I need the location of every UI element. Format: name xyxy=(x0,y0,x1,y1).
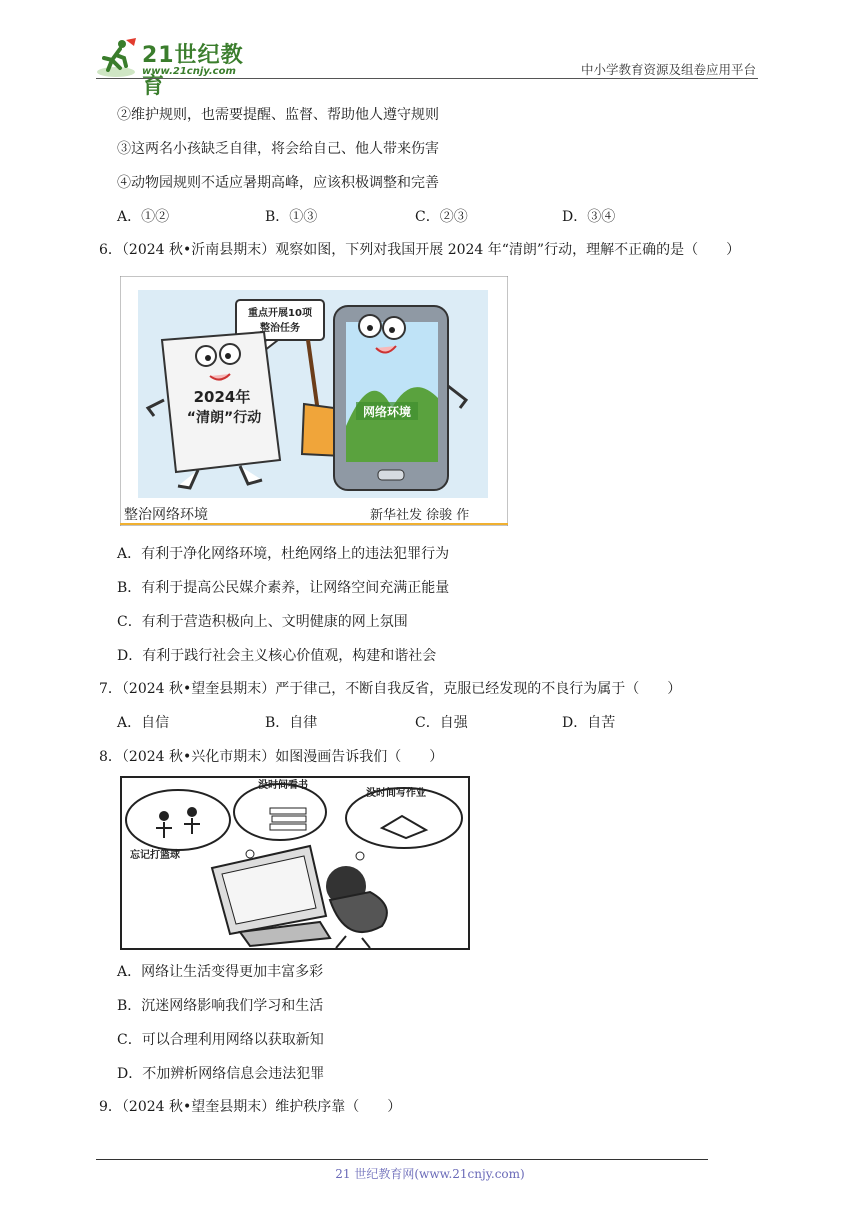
q6-option-b[interactable]: B．有利于提高公民媒介素养，让网络空间充满正能量 xyxy=(117,580,450,596)
platform-name: 中小学教育资源及组卷应用平台 xyxy=(580,62,756,77)
cleanup-cartoon-illustration xyxy=(120,276,508,526)
statement-4: ④动物园规则不适应暑期高峰，应该积极调整和完善 xyxy=(117,175,439,191)
runner-logo-icon xyxy=(96,36,140,80)
q5-option-d[interactable]: D．③④ xyxy=(562,209,616,225)
internet-addiction-cartoon xyxy=(120,776,470,950)
q8-option-b[interactable]: B．沉迷网络影响我们学习和生活 xyxy=(117,998,324,1014)
q9-stem: 9．（2024 秋•望奎县期末）维护秩序靠（ ） xyxy=(99,1099,402,1115)
bubble-line-2: 整治任务 xyxy=(260,323,300,334)
bubble-right-text: 没时间写作业 xyxy=(366,788,426,799)
footer-text[interactable]: 21 世纪教育网(www.21cnjy.com) xyxy=(335,1167,525,1181)
doc-line-1: 2024年 xyxy=(193,388,251,406)
q6-cartoon xyxy=(120,276,508,526)
bubble-line-1: 重点开展10项 xyxy=(248,308,312,319)
bubble-top-text: 没时间看书 xyxy=(258,780,308,791)
q5-option-a[interactable]: A．①② xyxy=(117,209,170,225)
logo-text: 21世纪教育 xyxy=(142,43,244,99)
q8-option-c[interactable]: C．可以合理利用网络以获取新知 xyxy=(117,1032,324,1048)
doc-line-2: “清朗”行动 xyxy=(186,410,262,426)
q7-option-d[interactable]: D．自苦 xyxy=(562,715,616,731)
caption-left: 整治网络环境 xyxy=(124,507,208,523)
q8-stem: 8．（2024 秋•兴化市期末）如图漫画告诉我们（ ） xyxy=(99,749,444,765)
q6-option-d[interactable]: D．有利于践行社会主义核心价值观，构建和谐社会 xyxy=(117,648,437,664)
q8-option-a[interactable]: A．网络让生活变得更加丰富多彩 xyxy=(117,964,324,980)
q6-stem: 6．（2024 秋•沂南县期末）观察如图，下列对我国开展 2024 年“清朗”行动，理解不正确的是（ ） xyxy=(99,242,741,258)
q7-stem: 7．（2024 秋•望奎县期末）严于律己，不断自我反省，克服已经发现的不良行为属于（ ） xyxy=(99,681,682,697)
q8-option-d[interactable]: D．不加辨析网络信息会违法犯罪 xyxy=(117,1066,325,1082)
statement-3: ③这两名小孩缺乏自律，将会给自己、他人带来伤害 xyxy=(117,141,439,157)
q7-option-a[interactable]: A．自信 xyxy=(117,715,170,731)
statement-2: ②维护规则，也需要提醒、监督、帮助他人遵守规则 xyxy=(117,107,439,123)
q5-option-b[interactable]: B．①③ xyxy=(265,209,318,225)
q7-option-c[interactable]: C．自强 xyxy=(415,715,468,731)
q8-cartoon xyxy=(120,776,470,950)
footer-divider xyxy=(96,1159,708,1160)
q5-option-c[interactable]: C．②③ xyxy=(415,209,468,225)
header-divider xyxy=(96,78,758,79)
q7-option-b[interactable]: B．自律 xyxy=(265,715,318,731)
bubble-left-text: 忘记打篮球 xyxy=(130,850,180,861)
logo-url: www.21cnjy.com xyxy=(142,66,236,77)
phone-text: 网络环境 xyxy=(362,405,412,419)
caption-right: 新华社发 徐骏 作 xyxy=(370,508,470,523)
q6-option-c[interactable]: C．有利于营造积极向上、文明健康的网上氛围 xyxy=(117,614,408,630)
site-logo xyxy=(96,36,266,99)
q6-option-a[interactable]: A．有利于净化网络环境，杜绝网络上的违法犯罪行为 xyxy=(117,546,450,562)
